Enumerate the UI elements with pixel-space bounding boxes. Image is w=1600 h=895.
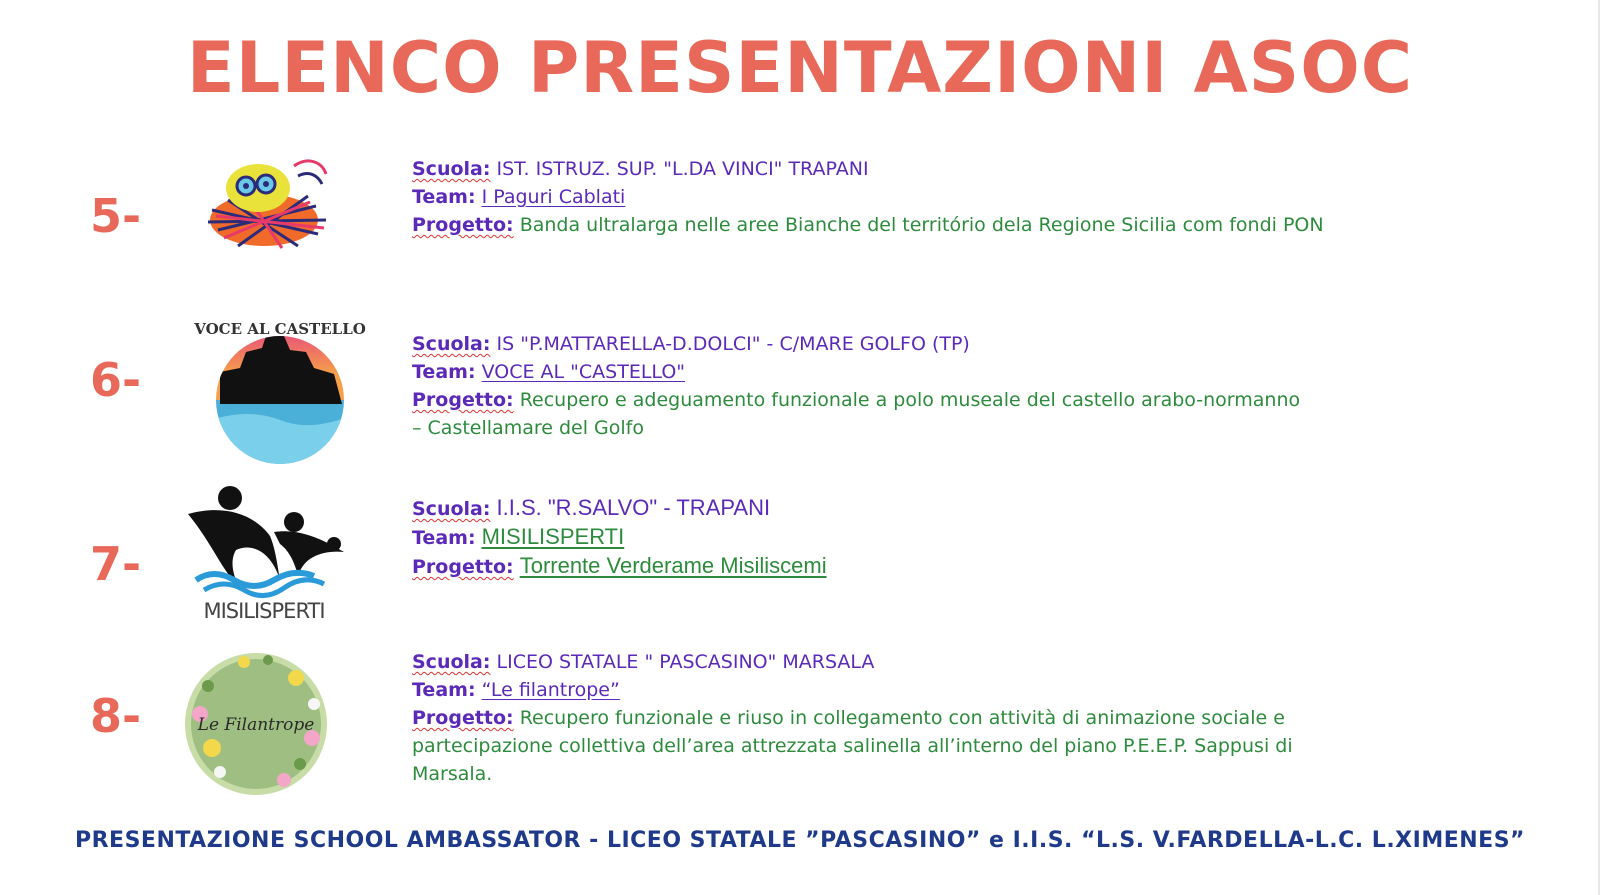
school-name: LICEO STATALE " PASCASINO" MARSALA xyxy=(496,651,875,673)
entry-number: 5- xyxy=(90,189,142,243)
team-label: Team: xyxy=(412,527,476,549)
team-link[interactable]: VOCE AL "CASTELLO" xyxy=(481,361,686,383)
progetto-label: Progetto: xyxy=(412,214,514,236)
project-description: Banda ultralarga nelle aree Bianche del território dela Regione Sicilia com fondi PON xyxy=(519,214,1324,236)
team-label: Team: xyxy=(412,679,476,701)
entry-number: 6- xyxy=(90,353,142,407)
misilisperti-logo-icon xyxy=(184,484,354,634)
team-link[interactable]: MISILISPERTI xyxy=(481,524,625,549)
footer-text: PRESENTAZIONE SCHOOL AMBASSATOR - LICEO STATALE ”PASCASINO” e I.I.S. “L.S. V.FARDELLA-L.C. L.XIMENES” xyxy=(74,828,1525,853)
scuola-label: Scuola: xyxy=(412,333,491,355)
logo-text: MISILISPERTI xyxy=(203,599,325,623)
team-label: Team: xyxy=(412,186,476,208)
team-link[interactable]: I Paguri Cablati xyxy=(481,186,626,208)
progetto-label: Progetto: xyxy=(412,707,514,729)
le-filantrope-logo-icon xyxy=(184,652,328,796)
school-name: IS "P.MATTARELLA-D.DOLCI" - C/MARE GOLFO (TP) xyxy=(496,333,970,355)
logo-text: VOCE AL CASTELLO xyxy=(194,320,366,338)
paguri-cablati-logo-icon xyxy=(198,150,336,262)
team-link[interactable]: “Le filantrope” xyxy=(481,679,620,701)
progetto-label: Progetto: xyxy=(412,389,514,411)
progetto-label: Progetto: xyxy=(412,556,514,578)
scuola-label: Scuola: xyxy=(412,498,491,520)
project-description: Recupero e adeguamento funzionale a polo museale del castello arabo-normanno – Castellamare del Golfo xyxy=(412,389,1301,439)
voce-al-castello-logo-icon xyxy=(194,312,366,470)
entry-number: 7- xyxy=(90,537,142,591)
school-name: IST. ISTRUZ. SUP. "L.DA VINCI" TRAPANI xyxy=(496,158,869,180)
logo-text: Le Filantrope xyxy=(197,715,315,735)
entry-number: 8- xyxy=(90,689,142,743)
project-description: Recupero funzionale e riuso in collegamento con attività di animazione sociale e partecipazione collettiva dell’area attrezzata salinella all’interno del piano P.E.E.P. Sappusi di Marsala. xyxy=(412,707,1293,785)
school-name: I.I.S. "R.SALVO" - TRAPANI xyxy=(496,495,771,520)
scuola-label: Scuola: xyxy=(412,158,491,180)
team-label: Team: xyxy=(412,361,476,383)
page-title: ELENCO PRESENTAZIONI ASOC xyxy=(186,27,1414,109)
scuola-label: Scuola: xyxy=(412,651,491,673)
project-description: Torrente Verderame Misiliscemi xyxy=(519,553,827,578)
